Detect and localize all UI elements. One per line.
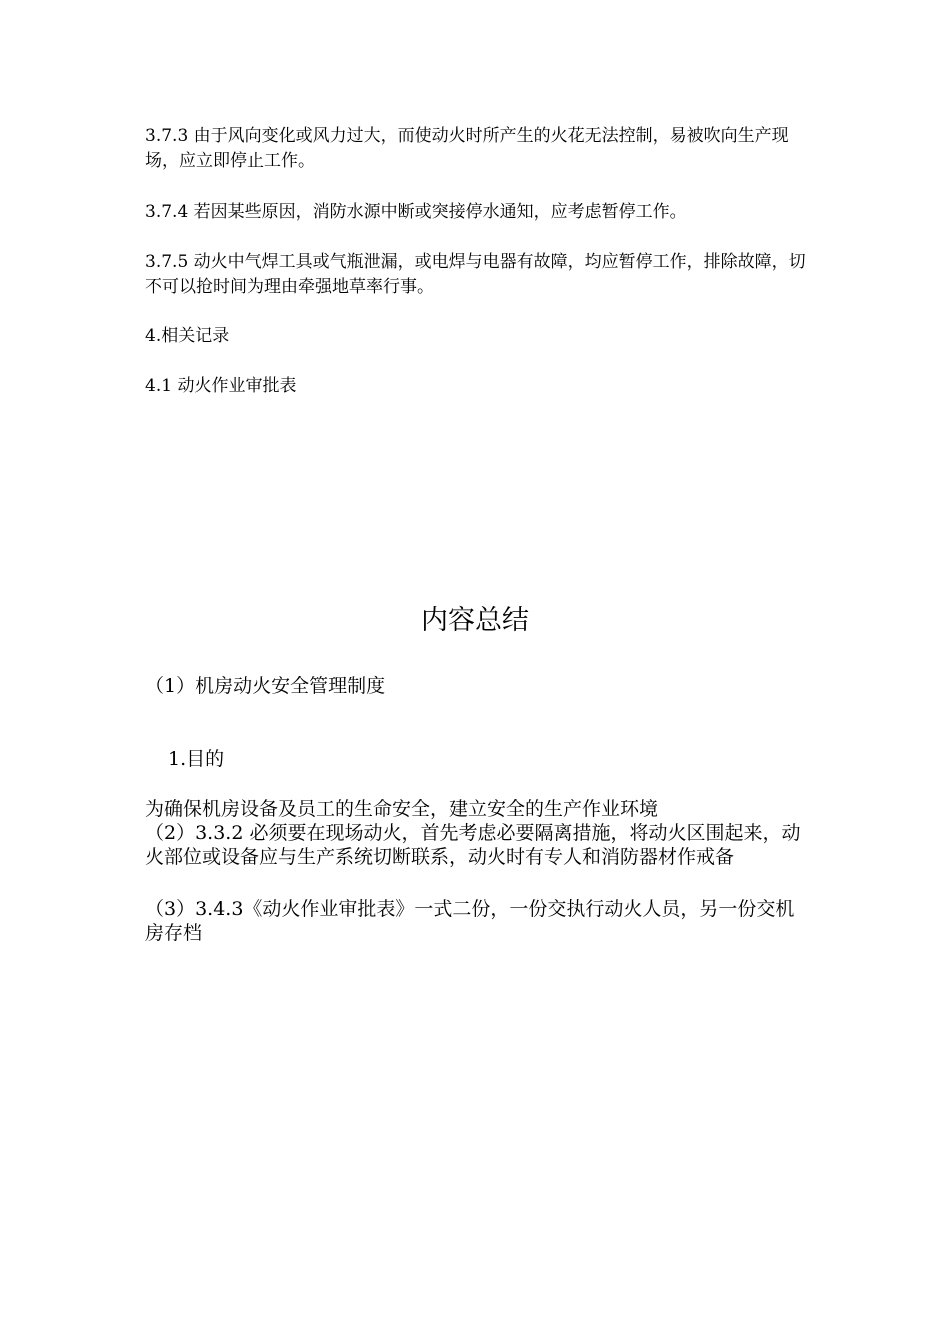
summary-title: 内容总结 [421,605,529,636]
section-heading-records: 4.相关记录 [145,326,230,346]
summary-item-3: （3）3.4.3《动火作业审批表》一式二份，一份交执行动火人员，另一份交机房存档 [145,898,795,944]
summary-item-2: （2）3.3.2 必须要在现场动火，首先考虑必要隔离措施，将动火区围起来，动火部位或设备应与生产系统切断联系，动火时有专人和消防器材作戒备 [145,822,801,868]
summary-item-1-sub: 1.目的 [168,748,225,770]
clause-3-7-4: 3.7.4 若因某些原因，消防水源中断或突接停水通知，应考虑暂停工作。 [145,202,687,222]
summary-purpose: 为确保机房设备及员工的生命安全，建立安全的生产作业环境 [145,798,659,820]
clause-4-1: 4.1 动火作业审批表 [145,376,297,396]
summary-item-1: （1）机房动火安全管理制度 [145,675,386,697]
clause-3-7-5: 3.7.5 动火中气焊工具或气瓶泄漏，或电焊与电器有故障，均应暂停工作，排除故障，切不可以抢时间为理由牵强地草率行事。 [145,252,806,297]
clause-3-7-3: 3.7.3 由于风向变化或风力过大，而使动火时所产生的火花无法控制，易被吹向生产现场，应立即停止工作。 [145,126,789,171]
